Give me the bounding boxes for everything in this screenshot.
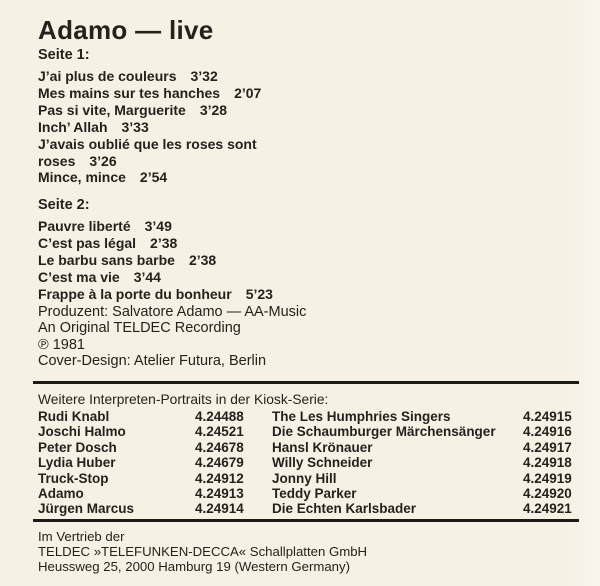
distribution-info (38, 529, 367, 575)
track-title: Le barbu sans barbe (38, 251, 175, 268)
track-duration: 3’49 (144, 218, 172, 234)
table-row (38, 471, 578, 486)
track-duration: 2’38 (188, 251, 217, 268)
kiosk-divider-bottom (33, 519, 579, 522)
track-duration: 3’33 (121, 118, 149, 135)
kiosk-divider-top (33, 381, 579, 384)
track-line (38, 85, 261, 102)
kiosk-series-heading: Weitere Interpreten-Portraits in der Kiosk-Serie: (38, 392, 329, 407)
table-row (38, 424, 578, 439)
table-row (38, 440, 578, 455)
artist-name: Die Schaumburger Märchensänger (272, 424, 496, 440)
catalog-number: 4.24920 (523, 486, 572, 502)
track-duration: 3’44 (133, 268, 161, 285)
track-line (38, 119, 261, 136)
track-line (38, 68, 261, 85)
catalog-number: 4.24918 (523, 455, 572, 471)
track-duration: 3’26 (89, 152, 117, 169)
track-title: J’ai plus de couleurs (38, 68, 177, 84)
artist-name: Hansl Krönauer (272, 439, 373, 455)
side-2-label: Seite 2: (38, 197, 90, 213)
artist-name: Rudi Knabl (38, 409, 110, 424)
artist-name: Willy Schneider (272, 455, 373, 471)
album-title: Adamo — live (38, 15, 214, 45)
track-line (38, 269, 273, 286)
table-row (38, 501, 578, 516)
artist-name: Joschi Halmo (38, 424, 126, 440)
track-duration: 3’32 (190, 68, 218, 84)
track-line (38, 136, 261, 153)
track-title: Inch’ Allah (38, 118, 108, 135)
track-title: C’est pas légal (38, 234, 137, 251)
table-row (38, 409, 578, 424)
cover-design-credit: Cover-Design: Atelier Futura, Berlin (38, 352, 267, 369)
distribution-line: Heussweg 25, 2000 Hamburg 19 (Western Germany) (38, 559, 351, 575)
track-line (38, 169, 261, 186)
catalog-number: 4.24915 (523, 409, 572, 424)
artist-name: Peter Dosch (38, 439, 117, 455)
track-title: J’avais oublié que les roses sont (38, 135, 257, 152)
track-duration: 2’38 (150, 234, 178, 251)
table-row (38, 455, 578, 470)
side-2-track-list (38, 218, 273, 303)
track-line (38, 286, 273, 303)
kiosk-series-table (38, 409, 578, 517)
catalog-number: 4.24917 (523, 439, 572, 455)
track-line (38, 252, 273, 269)
artist-name: Teddy Parker (272, 486, 357, 502)
catalog-number: 4.24916 (523, 424, 572, 440)
track-title: Pauvre liberté (38, 218, 131, 234)
catalog-number: 4.24488 (195, 409, 244, 424)
artist-name: Lydia Huber (38, 455, 116, 471)
catalog-number: 4.24679 (195, 455, 244, 471)
track-line (38, 235, 273, 252)
track-duration: 2’07 (234, 84, 262, 101)
side-1-label: Seite 1: (38, 47, 90, 63)
copyright-year: ℗ 1981 (38, 336, 85, 353)
distribution-line: TELDEC »TELEFUNKEN-DECCA« Schallplatten GmbH (38, 544, 368, 560)
track-line (38, 153, 261, 170)
track-title: Mes mains sur tes hanches (38, 84, 221, 101)
catalog-number: 4.24919 (523, 470, 572, 486)
track-duration: 2’54 (139, 169, 168, 186)
track-duration: 5’23 (245, 285, 273, 302)
recording-credit: An Original TELDEC Recording (38, 320, 241, 337)
artist-name: Jürgen Marcus (38, 501, 135, 517)
artist-name: Die Echten Karlsbader (272, 501, 417, 517)
production-credits (38, 304, 306, 369)
catalog-number: 4.24678 (195, 439, 244, 455)
track-line (38, 102, 261, 119)
artist-name: Adamo (38, 486, 84, 502)
catalog-number: 4.24921 (523, 501, 572, 517)
track-duration: 3’28 (199, 101, 228, 118)
track-title: Frappe à la porte du bonheur (38, 285, 232, 302)
track-line (38, 218, 273, 235)
table-row (38, 486, 578, 501)
artist-name: The Les Humphries Singers (272, 409, 451, 424)
producer-credit: Produzent: Salvatore Adamo — AA-Music (38, 304, 307, 320)
catalog-number: 4.24912 (195, 470, 244, 486)
catalog-number: 4.24913 (195, 486, 244, 502)
side-1-track-list (38, 68, 261, 186)
track-title: roses (38, 152, 76, 169)
track-title: Mince, mince (38, 169, 126, 186)
distribution-line: Im Vertrieb der (38, 529, 125, 544)
track-title: C’est ma vie (38, 268, 120, 285)
track-title: Pas si vite, Marguerite (38, 101, 186, 118)
artist-name: Jonny Hill (272, 470, 337, 486)
catalog-number: 4.24521 (195, 424, 244, 440)
catalog-number: 4.24914 (195, 501, 244, 517)
artist-name: Truck-Stop (38, 470, 109, 486)
